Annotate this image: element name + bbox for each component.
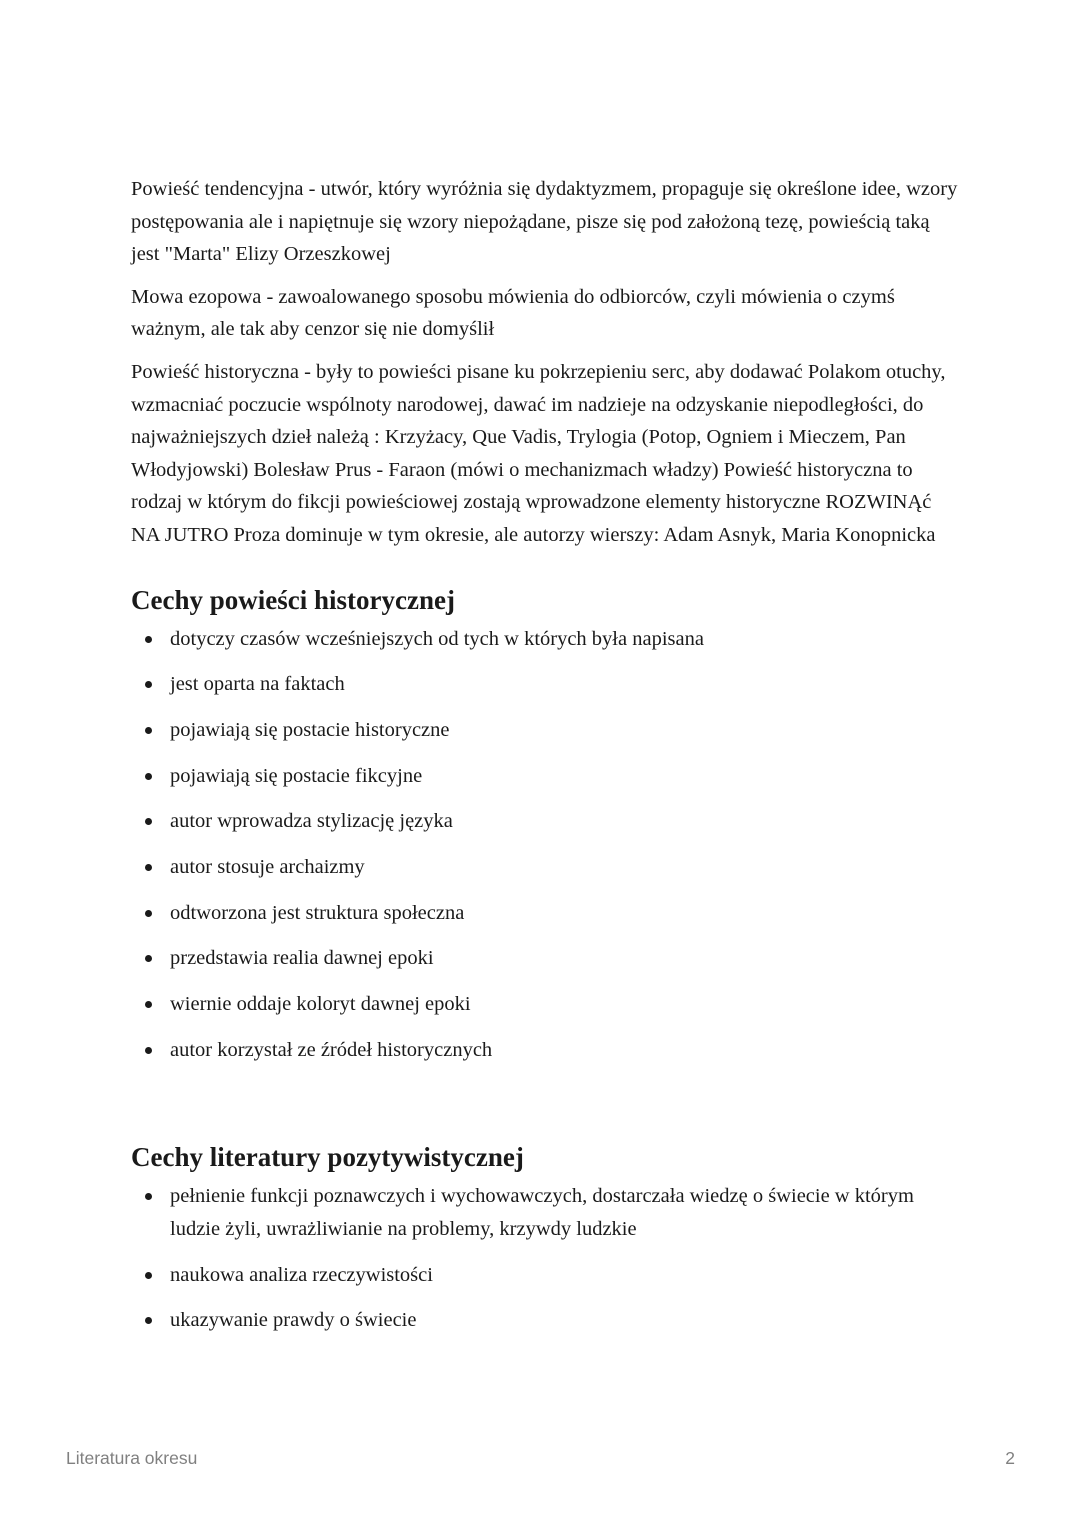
- bullet-icon: [145, 818, 152, 825]
- list-item: pełnienie funkcji poznawczych i wychowawczych, dostarczała wiedzę o świecie w którym ludzie żyli, uwrażliwianie na problemy, krzywdy ludzkie: [131, 1180, 961, 1245]
- list-item: jest oparta na faktach: [131, 668, 961, 701]
- list-item: naukowa analiza rzeczywistości: [131, 1259, 961, 1292]
- document-body: [131, 173, 961, 1350]
- bullet-icon: [145, 1317, 152, 1324]
- paragraph-mowa-ezopowa: Mowa ezopowa - zawoalowanego sposobu mówienia do odbiorców, czyli mówienia o czymś ważnym, ale tak aby cenzor się nie domyślił: [131, 285, 895, 341]
- list-item: wiernie oddaje koloryt dawnej epoki: [131, 988, 961, 1021]
- paragraph-powiesc-historyczna: Powieść historyczna - były to powieści pisane ku pokrzepieniu serc, aby dodawać Polakom otuchy, wzmacniać poczucie wspólnoty narodowej, dawać im nadzieje na odzyskanie niepodległości, do najważniejszych dzieł należą : Krzyżacy, Que Vadis, Trylogia (Potop, Ogniem i Mieczem, Pan Włodyjowski) Bolesław Prus - Faraon (mówi o mechanizmach władzy) Powieść historyczna to rodzaj w którym do fikcji powieściowej zostają wprowadzone elementy historyczne ROZWINĄć NA JUTRO Proza dominuje w tym okresie, ale autorzy wierszy: Adam Asnyk, Maria Konopnicka: [131, 360, 946, 546]
- list-item: autor wprowadza stylizację języka: [131, 805, 961, 838]
- list-item: autor korzystał ze źródeł historycznych: [131, 1034, 961, 1067]
- paragraph-powiesc-tendencyjna: Powieść tendencyjna - utwór, który wyróżnia się dydaktyzmem, propaguje się określone idee, wzory postępowania ale i napiętnuje się wzory niepożądane, pisze się pod założoną tezę, powieścią taką jest "Marta" Elizy Orzeszkowej: [131, 178, 958, 266]
- bullet-icon: [145, 864, 152, 871]
- list-item: odtworzona jest struktura społeczna: [131, 897, 961, 930]
- list-item: dotyczy czasów wcześniejszych od tych w których była napisana: [131, 623, 961, 656]
- bullet-icon: [145, 681, 152, 688]
- list-item: pojawiają się postacie historyczne: [131, 714, 961, 747]
- footer-page-number: 2: [1005, 1448, 1015, 1468]
- bullet-icon: [145, 1047, 152, 1054]
- list-item: ukazywanie prawdy o świecie: [131, 1304, 961, 1337]
- bullet-icon: [145, 1193, 152, 1200]
- positivist-literature-features-list: [131, 1180, 961, 1337]
- bullet-icon: [145, 773, 152, 780]
- bullet-icon: [145, 910, 152, 917]
- list-item: autor stosuje archaizmy: [131, 851, 961, 884]
- bullet-icon: [145, 636, 152, 643]
- section-heading-historical-novel: Cechy powieści historycznej: [131, 584, 455, 615]
- bullet-icon: [145, 1001, 152, 1008]
- historical-novel-features-list: [131, 623, 961, 1067]
- footer-document-title: Literatura okresu: [66, 1448, 198, 1468]
- bullet-icon: [145, 727, 152, 734]
- bullet-icon: [145, 955, 152, 962]
- section-heading-positivist-literature: Cechy literatury pozytywistycznej: [131, 1142, 524, 1173]
- list-item: przedstawia realia dawnej epoki: [131, 942, 961, 975]
- bullet-icon: [145, 1272, 152, 1279]
- list-item: pojawiają się postacie fikcyjne: [131, 760, 961, 793]
